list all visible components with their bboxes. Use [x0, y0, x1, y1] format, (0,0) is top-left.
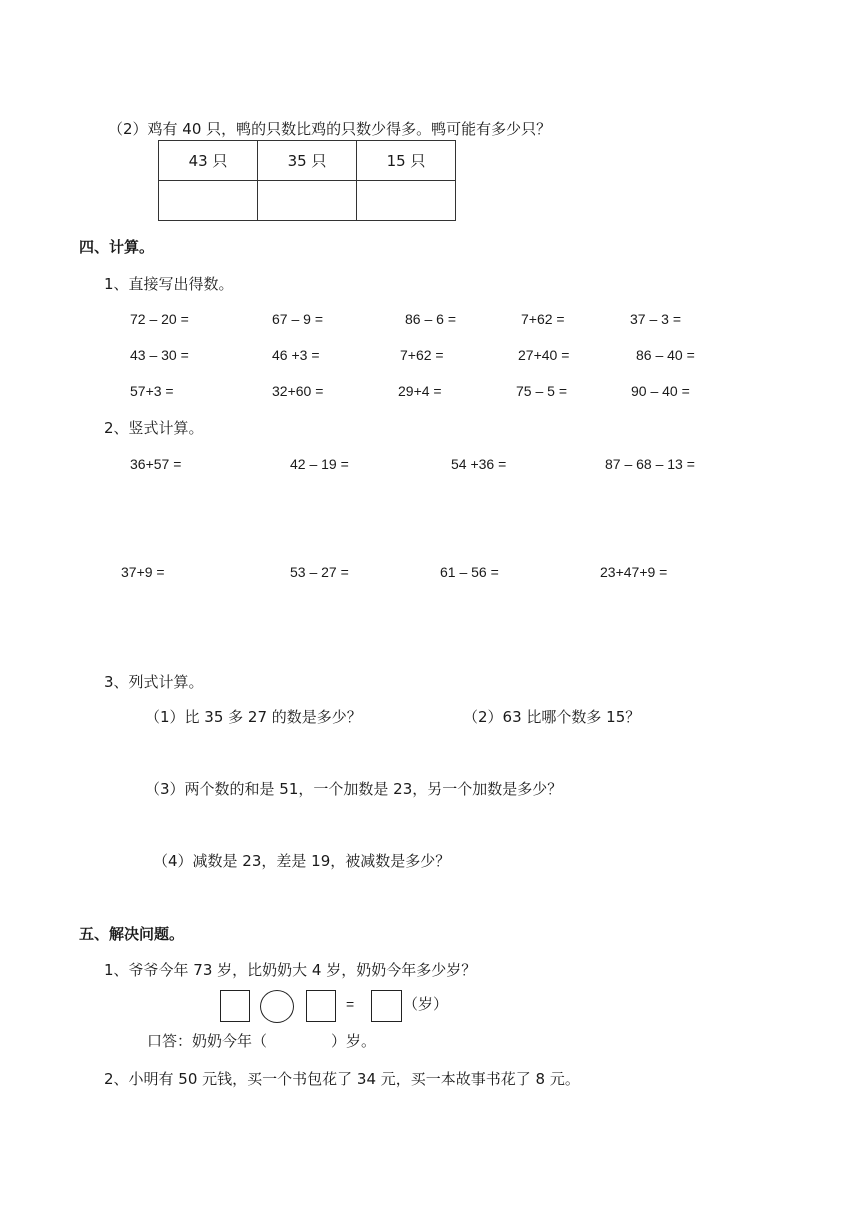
section-4-title: 四、计算。: [79, 238, 155, 256]
word-problem: （1）比 35 多 27 的数是多少？: [145, 708, 362, 726]
section-5-title: 五、解决问题。: [79, 925, 185, 943]
arith-item: 29+4 =: [398, 383, 442, 399]
arith-item: 86 – 6 =: [405, 311, 456, 327]
vertical-calc-item: 23+47+9 =: [600, 564, 668, 580]
arith-item: 37 – 3 =: [630, 311, 681, 327]
subsection-1-title: 1、直接写出得数。: [104, 275, 234, 293]
arith-item: 72 – 20 =: [130, 311, 189, 327]
arith-item: 57+3 =: [130, 383, 174, 399]
options-table: [158, 140, 456, 221]
answer-box[interactable]: [306, 990, 336, 1022]
arith-item: 75 – 5 =: [516, 383, 567, 399]
vertical-calc-item: 61 – 56 =: [440, 564, 499, 580]
answer-prefix: 口答：奶奶今年（: [147, 1032, 268, 1050]
vertical-calc-item: 37+9 =: [121, 564, 165, 580]
arith-item: 86 – 40 =: [636, 347, 695, 363]
question-2: （2）鸡有 40 只，鸭的只数比鸡的只数少得多。鸭可能有多少只？: [108, 120, 552, 138]
word-problem: （4）减数是 23，差是 19，被减数是多少？: [153, 852, 451, 870]
answer-cell[interactable]: [357, 181, 456, 221]
word-problem: （3）两个数的和是 51，一个加数是 23，另一个加数是多少？: [145, 780, 563, 798]
vertical-calc-item: 87 – 68 – 13 =: [605, 456, 695, 472]
arith-item: 67 – 9 =: [272, 311, 323, 327]
answer-cell[interactable]: [159, 181, 258, 221]
operator-circle[interactable]: [260, 990, 294, 1023]
option-cell: 43 只: [159, 141, 258, 181]
answer-cell[interactable]: [258, 181, 357, 221]
answer-box[interactable]: [220, 990, 250, 1022]
arith-item: 7+62 =: [400, 347, 444, 363]
option-cell: 35 只: [258, 141, 357, 181]
vertical-calc-item: 42 – 19 =: [290, 456, 349, 472]
arith-item: 46 +3 =: [272, 347, 320, 363]
arith-item: 32+60 =: [272, 383, 324, 399]
equals-sign: =: [346, 996, 355, 1012]
option-cell: 15 只: [357, 141, 456, 181]
answer-box[interactable]: [371, 990, 402, 1022]
problem-1: 1、爷爷今年 73 岁，比奶奶大 4 岁，奶奶今年多少岁？: [104, 961, 477, 979]
arith-item: 43 – 30 =: [130, 347, 189, 363]
unit-label: （岁）: [403, 995, 449, 1013]
answer-suffix: ）岁。: [331, 1032, 377, 1050]
vertical-calc-item: 53 – 27 =: [290, 564, 349, 580]
word-problem: （2）63 比哪个数多 15？: [463, 708, 641, 726]
vertical-calc-item: 36+57 =: [130, 456, 182, 472]
arith-item: 90 – 40 =: [631, 383, 690, 399]
subsection-2-title: 2、竖式计算。: [104, 419, 204, 437]
subsection-3-title: 3、列式计算。: [104, 673, 204, 691]
problem-2: 2、小明有 50 元钱，买一个书包花了 34 元，买一本故事书花了 8 元。: [104, 1070, 580, 1088]
vertical-calc-item: 54 +36 =: [451, 456, 507, 472]
arith-item: 7+62 =: [521, 311, 565, 327]
arith-item: 27+40 =: [518, 347, 570, 363]
